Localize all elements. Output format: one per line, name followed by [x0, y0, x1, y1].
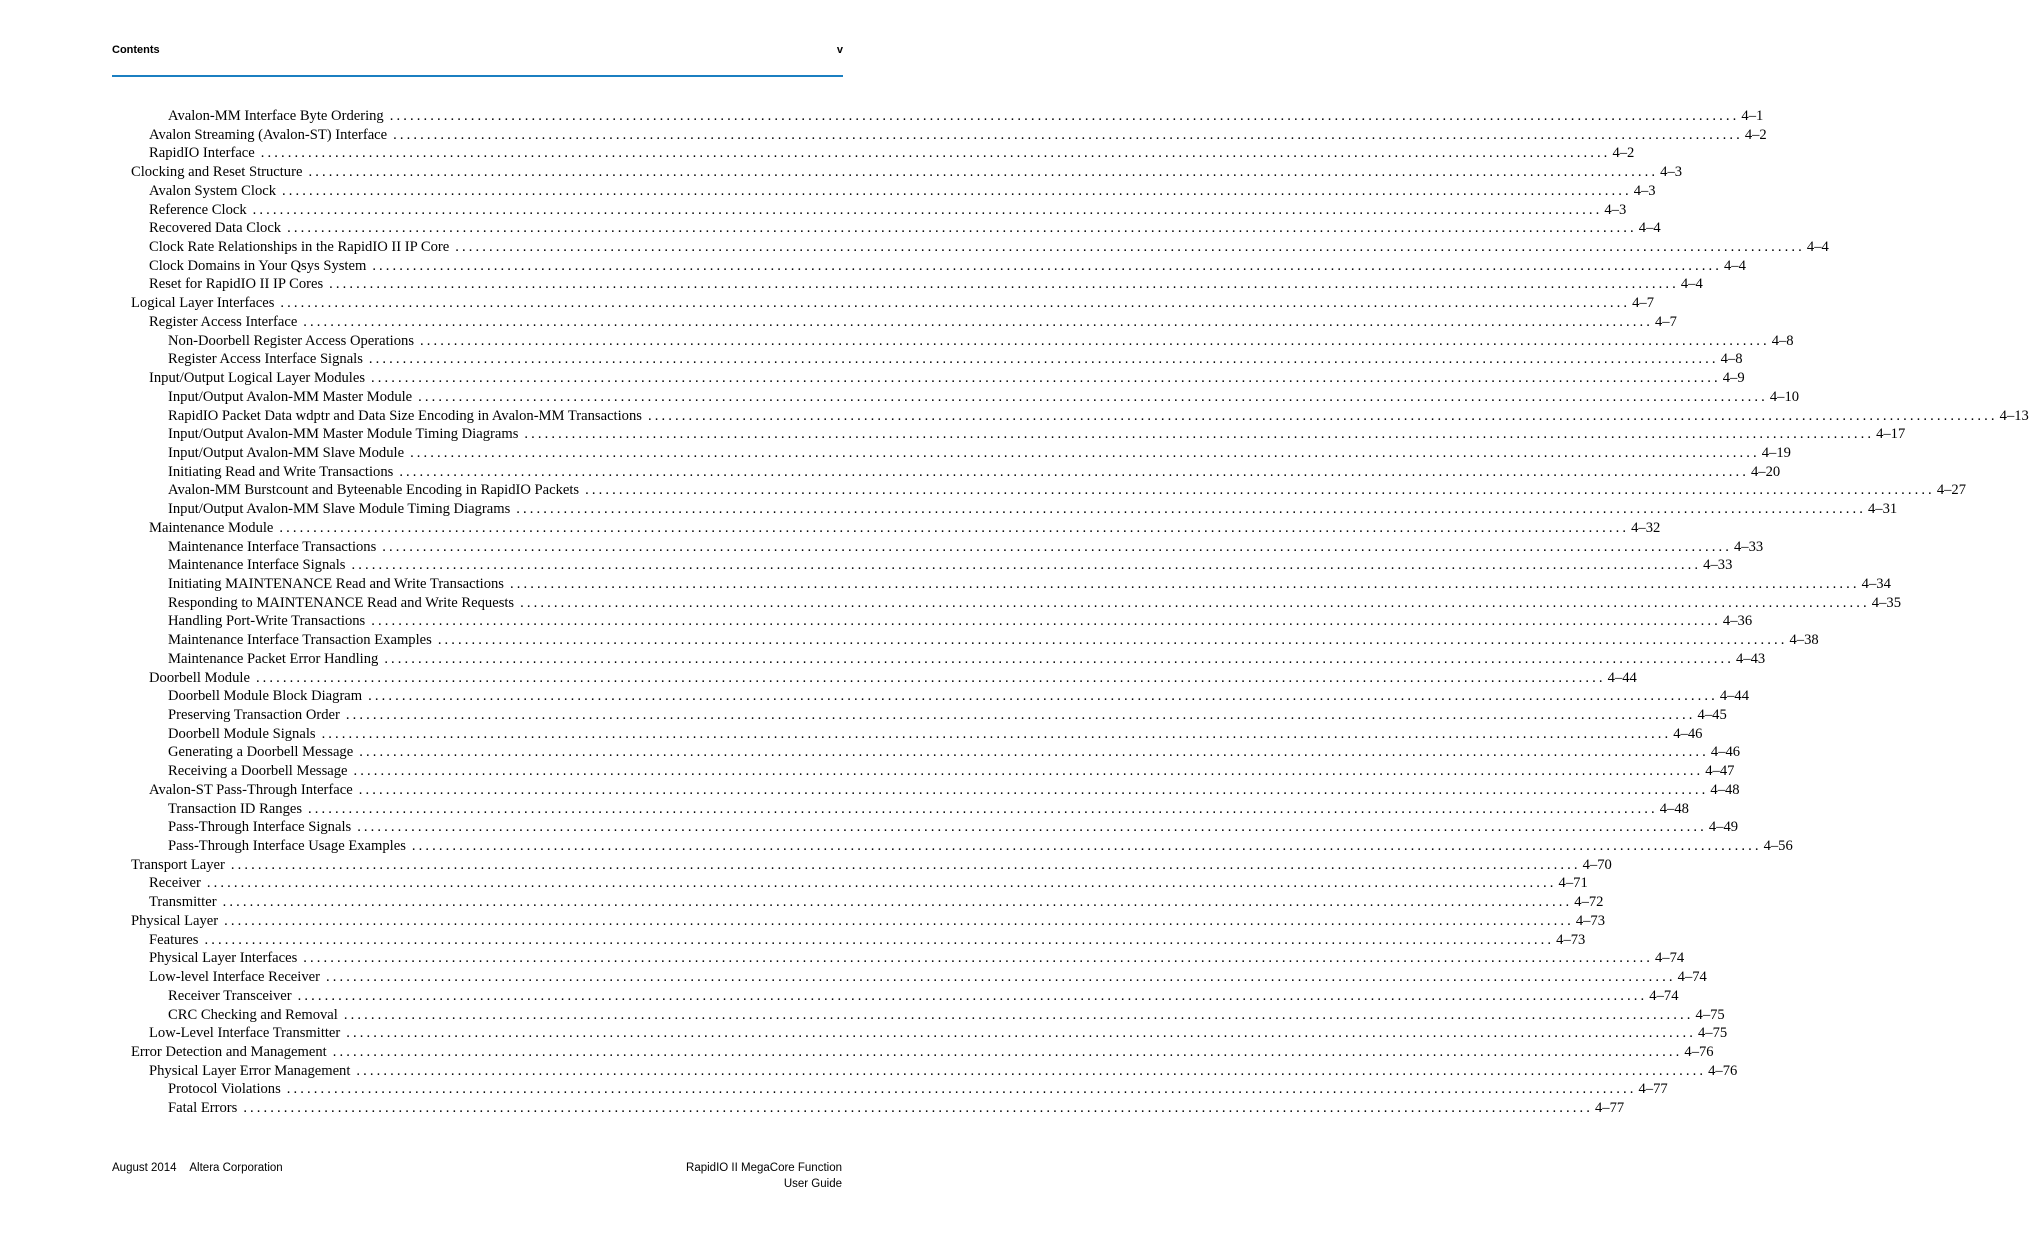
toc-entry-page: 4–7	[1654, 313, 1677, 330]
toc-dot-leader: ........................................................................................................................................................................................................	[437, 632, 1788, 649]
toc-dot-leader: ........................................................................................................................................................................................................	[357, 819, 1707, 836]
toc-entry[interactable]	[112, 669, 1637, 688]
toc-entry-title: Logical Layer Interfaces	[131, 294, 280, 313]
toc-entry-page: 4–75	[1695, 1006, 1725, 1023]
footer-product: RapidIO II MegaCore Function	[686, 1162, 842, 1174]
toc-entry-page: 4–3	[1660, 164, 1683, 181]
toc-entry-page: 4–75	[1697, 1025, 1728, 1042]
toc-entry[interactable]	[112, 350, 1743, 369]
toc-entry-page: 4–74	[1649, 987, 1679, 1004]
toc-entry-title: Input/Output Avalon-MM Slave Module	[168, 444, 410, 463]
toc-entry-title: Input/Output Avalon-MM Master Module Timing Diagrams	[168, 425, 524, 444]
toc-entry-title: Maintenance Interface Transaction Examples	[168, 631, 438, 650]
toc-entry-page: 4–4	[1638, 220, 1661, 237]
table-of-contents	[112, 107, 2029, 1118]
toc-entry-page: 4–7	[1632, 295, 1654, 312]
toc-entry-page: 4–77	[1595, 1100, 1625, 1117]
toc-dot-leader: ........................................................................................................................................................................................................	[222, 894, 1573, 911]
toc-entry-title: Features	[149, 931, 204, 950]
toc-entry-title: Handling Port-Write Transactions	[168, 612, 371, 631]
toc-dot-leader: ........................................................................................................................................................................................................	[332, 1043, 1683, 1060]
toc-entry-title: Clocking and Reset Structure	[131, 163, 308, 182]
toc-dot-leader: ........................................................................................................................................................................................................	[368, 351, 1719, 368]
toc-entry-page: 4–13	[1999, 407, 2029, 424]
toc-entry-title: CRC Checking and Removal	[168, 1006, 344, 1025]
toc-entry[interactable]	[112, 818, 1739, 837]
toc-entry-page: 4–74	[1654, 950, 1685, 967]
toc-entry[interactable]	[112, 949, 1685, 968]
toc-entry-title: Clock Domains in Your Qsys System	[149, 257, 372, 276]
toc-entry-title: Non-Doorbell Register Access Operations	[168, 332, 420, 351]
toc-entry[interactable]	[112, 107, 1764, 126]
toc-entry-title: Initiating Read and Write Transactions	[168, 463, 399, 482]
toc-dot-leader: ........................................................................................................................................................................................................	[509, 575, 1860, 592]
toc-entry[interactable]	[112, 893, 1604, 912]
toc-dot-leader: ........................................................................................................................................................................................................	[204, 931, 1555, 948]
toc-dot-leader: ........................................................................................................................................................................................................	[280, 295, 1631, 312]
toc-entry-title: Reference Clock	[149, 201, 253, 220]
toc-dot-leader: ........................................................................................................................................................................................................	[371, 370, 1721, 387]
toc-entry-page: 4–43	[1736, 650, 1766, 667]
toc-entry[interactable]	[112, 931, 1586, 950]
toc-dot-leader: ........................................................................................................................................................................................................	[384, 650, 1734, 667]
toc-entry[interactable]	[112, 332, 1794, 351]
toc-entry-title: Reset for RapidIO II IP Cores	[149, 275, 329, 294]
toc-entry-page: 4–8	[1720, 351, 1743, 368]
toc-dot-leader: ........................................................................................................................................................................................................	[524, 426, 1875, 443]
toc-entry-page: 4–9	[1722, 370, 1745, 387]
toc-entry[interactable]	[112, 313, 1677, 332]
toc-entry-page: 4–76	[1684, 1043, 1714, 1060]
toc-dot-leader: ........................................................................................................................................................................................................	[252, 201, 1603, 218]
toc-dot-leader: ........................................................................................................................................................................................................	[520, 594, 1870, 611]
toc-dot-leader: ........................................................................................................................................................................................................	[516, 501, 1866, 518]
toc-entry-title: Pass-Through Interface Usage Examples	[168, 837, 412, 856]
toc-entry-page: 4–48	[1659, 800, 1689, 817]
header-page-number: v	[836, 44, 843, 56]
toc-entry-title: Physical Layer	[131, 912, 224, 931]
toc-entry-page: 4–31	[1867, 501, 1898, 518]
toc-entry[interactable]	[112, 856, 1612, 875]
toc-entry-page: 4–10	[1769, 388, 1800, 405]
toc-entry-page: 4–74	[1677, 969, 1707, 986]
toc-dot-leader: ........................................................................................................................................................................................................	[303, 950, 1653, 967]
footer-date: August 2014	[112, 1162, 177, 1174]
toc-dot-leader: ........................................................................................................................................................................................................	[224, 912, 1574, 929]
toc-entry-page: 4–38	[1789, 632, 1819, 649]
toc-dot-leader: ........................................................................................................................................................................................................	[371, 613, 1721, 630]
toc-dot-leader: ........................................................................................................................................................................................................	[420, 332, 1770, 349]
toc-entry-title: Physical Layer Error Management	[149, 1062, 356, 1081]
toc-entry-page: 4–1	[1741, 108, 1764, 124]
toc-entry-page: 4–71	[1558, 875, 1588, 892]
page-header	[112, 44, 843, 78]
toc-entry-title: Physical Layer Interfaces	[149, 949, 303, 968]
toc-entry-page: 4–72	[1574, 894, 1604, 911]
toc-entry-title: Transport Layer	[131, 856, 231, 875]
toc-dot-leader: ........................................................................................................................................................................................................	[389, 108, 1740, 124]
toc-entry-title: RapidIO Packet Data wdptr and Data Size Encoding in Avalon-MM Transactions	[168, 407, 648, 426]
toc-entry-title: Receiver	[149, 874, 207, 893]
toc-entry[interactable]	[112, 781, 1740, 800]
toc-entry-title: Low-level Interface Receiver	[149, 968, 326, 987]
toc-entry-page: 4–20	[1751, 463, 1781, 480]
toc-entry-title: Maintenance Packet Error Handling	[168, 650, 384, 669]
toc-dot-leader: ........................................................................................................................................................................................................	[308, 164, 1659, 181]
toc-entry-title: RapidIO Interface	[149, 144, 261, 163]
toc-dot-leader: ........................................................................................................................................................................................................	[410, 444, 1760, 461]
toc-entry-title: Error Detection and Management	[131, 1043, 333, 1062]
toc-dot-leader: ........................................................................................................................................................................................................	[368, 688, 1718, 705]
toc-entry[interactable]	[112, 294, 1654, 313]
toc-entry[interactable]	[112, 706, 1727, 725]
toc-entry[interactable]	[112, 481, 1966, 500]
toc-dot-leader: ........................................................................................................................................................................................................	[399, 463, 1749, 480]
toc-entry-page: 4–32	[1631, 519, 1661, 536]
toc-entry[interactable]	[112, 743, 1741, 762]
toc-entry[interactable]	[112, 725, 1703, 744]
toc-entry-page: 4–44	[1607, 669, 1637, 686]
toc-dot-leader: ........................................................................................................................................................................................................	[308, 800, 1658, 817]
toc-entry[interactable]	[112, 575, 1891, 594]
toc-dot-leader: ........................................................................................................................................................................................................	[321, 725, 1672, 742]
toc-entry[interactable]	[112, 687, 1750, 706]
toc-entry[interactable]	[112, 182, 1656, 201]
toc-entry-page: 4–19	[1761, 444, 1791, 461]
toc-dot-leader: ........................................................................................................................................................................................................	[356, 1062, 1707, 1079]
toc-dot-leader: ........................................................................................................................................................................................................	[243, 1100, 1593, 1117]
toc-entry-page: 4–46	[1710, 744, 1741, 761]
toc-entry[interactable]	[112, 1099, 1625, 1118]
footer-left	[112, 1160, 283, 1176]
toc-entry-page: 4–56	[1763, 838, 1793, 855]
toc-entry[interactable]	[112, 444, 1791, 463]
toc-entry-title: Protocol Violations	[168, 1080, 287, 1099]
toc-entry-title: Doorbell Module Block Diagram	[168, 687, 368, 706]
toc-entry-title: Low-Level Interface Transmitter	[149, 1024, 346, 1043]
toc-entry[interactable]	[112, 201, 1627, 220]
toc-entry[interactable]	[112, 163, 1683, 182]
header-section-title: Contents	[112, 44, 160, 56]
footer-right	[686, 1160, 842, 1192]
toc-entry-title: Generating a Doorbell Message	[168, 743, 359, 762]
toc-dot-leader: ........................................................................................................................................................................................................	[279, 519, 1630, 536]
toc-entry-title: Input/Output Avalon-MM Master Module	[168, 388, 418, 407]
toc-entry[interactable]	[112, 369, 1745, 388]
toc-entry-page: 4–8	[1771, 332, 1794, 349]
toc-dot-leader: ........................................................................................................................................................................................................	[287, 220, 1637, 237]
toc-entry-page: 4–4	[1680, 276, 1703, 293]
toc-entry-title: Avalon-MM Burstcount and Byteenable Encoding in RapidIO Packets	[168, 481, 585, 500]
toc-entry[interactable]	[112, 1062, 1738, 1081]
toc-dot-leader: ........................................................................................................................................................................................................	[329, 276, 1679, 293]
toc-entry-page: 4–77	[1638, 1081, 1668, 1098]
toc-dot-leader: ........................................................................................................................................................................................................	[282, 182, 1632, 199]
toc-entry-title: Input/Output Avalon-MM Slave Module Timing Diagrams	[168, 500, 516, 519]
toc-entry-page: 4–3	[1633, 182, 1656, 199]
toc-entry[interactable]	[112, 257, 1746, 276]
toc-entry-title: Maintenance Module	[149, 519, 279, 538]
toc-entry-page: 4–49	[1708, 819, 1739, 836]
toc-dot-leader: ........................................................................................................................................................................................................	[255, 669, 1606, 686]
toc-dot-leader: ........................................................................................................................................................................................................	[418, 388, 1768, 405]
toc-entry[interactable]	[112, 594, 1901, 613]
toc-dot-leader: ........................................................................................................................................................................................................	[230, 856, 1581, 873]
toc-entry-title: Register Access Interface	[149, 313, 303, 332]
toc-entry-title: Responding to MAINTENANCE Read and Write Requests	[168, 594, 520, 613]
toc-dot-leader: ........................................................................................................................................................................................................	[343, 1006, 1694, 1023]
toc-entry-title: Avalon-ST Pass-Through Interface	[149, 781, 359, 800]
toc-entry[interactable]	[112, 219, 1661, 238]
toc-entry-title: Avalon Streaming (Avalon-ST) Interface	[149, 126, 393, 145]
toc-entry-title: Recovered Data Clock	[149, 219, 287, 238]
toc-entry[interactable]	[112, 1080, 1668, 1099]
toc-entry-page: 4–70	[1582, 856, 1612, 873]
toc-dot-leader: ........................................................................................................................................................................................................	[260, 145, 1611, 162]
toc-dot-leader: ........................................................................................................................................................................................................	[358, 781, 1709, 798]
toc-dot-leader: ........................................................................................................................................................................................................	[286, 1081, 1637, 1098]
toc-entry[interactable]	[112, 238, 1829, 257]
toc-entry-title: Receiving a Doorbell Message	[168, 762, 354, 781]
toc-entry-page: 4–2	[1612, 145, 1635, 162]
toc-entry[interactable]	[112, 1006, 1725, 1025]
toc-entry-page: 4–34	[1861, 575, 1891, 592]
toc-entry-title: Receiver Transceiver	[168, 987, 298, 1006]
toc-entry-page: 4–47	[1705, 763, 1735, 780]
toc-dot-leader: ........................................................................................................................................................................................................	[647, 407, 1998, 424]
toc-entry-title: Initiating MAINTENANCE Read and Write Transactions	[168, 575, 510, 594]
toc-entry-page: 4–48	[1710, 781, 1740, 798]
toc-dot-leader: ........................................................................................................................................................................................................	[359, 744, 1709, 761]
toc-entry-title: Maintenance Interface Transactions	[168, 538, 382, 557]
toc-entry-page: 4–33	[1703, 557, 1733, 574]
toc-entry[interactable]	[112, 519, 1661, 538]
toc-entry[interactable]	[112, 912, 1606, 931]
toc-entry-title: Clock Rate Relationships in the RapidIO II IP Core	[149, 238, 455, 257]
toc-entry-title: Preserving Transaction Order	[168, 706, 346, 725]
toc-entry[interactable]	[112, 800, 1689, 819]
toc-entry[interactable]	[112, 407, 2029, 426]
footer-doc-type: User Guide	[783, 1178, 842, 1190]
header-rule	[112, 75, 843, 77]
toc-entry[interactable]	[112, 837, 1793, 856]
toc-entry[interactable]	[112, 987, 1679, 1006]
toc-dot-leader: ........................................................................................................................................................................................................	[585, 482, 1935, 499]
toc-entry-page: 4–46	[1673, 725, 1703, 742]
toc-entry[interactable]	[112, 631, 1819, 650]
toc-entry-page: 4–44	[1719, 688, 1750, 705]
toc-entry[interactable]	[112, 1024, 1728, 1043]
toc-entry-title: Maintenance Interface Signals	[168, 556, 351, 575]
toc-entry-page: 4–4	[1806, 239, 1829, 256]
toc-dot-leader: ........................................................................................................................................................................................................	[351, 557, 1702, 574]
toc-dot-leader: ........................................................................................................................................................................................................	[206, 875, 1557, 892]
toc-entry[interactable]	[112, 556, 1733, 575]
toc-entry-page: 4–17	[1876, 426, 1906, 443]
footer-company: Altera Corporation	[189, 1162, 283, 1174]
toc-entry[interactable]	[112, 500, 1898, 519]
toc-entry-title: Transaction ID Ranges	[168, 800, 308, 819]
toc-entry-title: Register Access Interface Signals	[168, 350, 369, 369]
toc-entry[interactable]	[112, 762, 1735, 781]
toc-dot-leader: ........................................................................................................................................................................................................	[325, 969, 1676, 986]
toc-entry[interactable]	[112, 538, 1764, 557]
toc-entry[interactable]	[112, 612, 1753, 631]
toc-entry-page: 4–73	[1556, 931, 1586, 948]
toc-entry-page: 4–36	[1722, 613, 1753, 630]
toc-entry[interactable]	[112, 425, 1906, 444]
toc-entry-title: Transmitter	[149, 893, 223, 912]
toc-entry[interactable]	[112, 650, 1766, 669]
toc-entry-page: 4–76	[1708, 1062, 1738, 1079]
toc-entry-page: 4–35	[1871, 594, 1901, 611]
toc-entry-title: Fatal Errors	[168, 1099, 243, 1118]
toc-dot-leader: ........................................................................................................................................................................................................	[372, 257, 1722, 274]
toc-entry[interactable]	[112, 144, 1635, 163]
toc-entry-page: 4–4	[1724, 257, 1746, 274]
toc-dot-leader: ........................................................................................................................................................................................................	[393, 126, 1743, 143]
toc-entry[interactable]	[112, 126, 1767, 145]
toc-dot-leader: ........................................................................................................................................................................................................	[297, 987, 1648, 1004]
toc-entry-title: Input/Output Logical Layer Modules	[149, 369, 371, 388]
toc-dot-leader: ........................................................................................................................................................................................................	[411, 838, 1762, 855]
toc-entry-page: 4–2	[1744, 126, 1767, 143]
toc-entry-page: 4–33	[1733, 538, 1764, 555]
toc-entry-title: Avalon-MM Interface Byte Ordering	[168, 107, 390, 126]
toc-entry[interactable]	[112, 275, 1703, 294]
toc-entry-page: 4–73	[1575, 912, 1606, 929]
toc-entry[interactable]	[112, 463, 1781, 482]
toc-entry-title: Pass-Through Interface Signals	[168, 818, 357, 837]
toc-entry[interactable]	[112, 874, 1588, 893]
toc-entry-page: 4–45	[1697, 707, 1727, 723]
toc-dot-leader: ........................................................................................................................................................................................................	[345, 707, 1696, 723]
toc-entry[interactable]	[112, 388, 1800, 407]
toc-dot-leader: ........................................................................................................................................................................................................	[303, 313, 1653, 330]
toc-entry-title: Avalon System Clock	[149, 182, 282, 201]
toc-entry-title: Doorbell Module	[149, 669, 256, 688]
toc-dot-leader: ........................................................................................................................................................................................................	[346, 1025, 1696, 1042]
toc-dot-leader: ........................................................................................................................................................................................................	[455, 239, 1805, 256]
toc-entry[interactable]	[112, 968, 1707, 987]
toc-entry-page: 4–27	[1936, 482, 1966, 499]
toc-dot-leader: ........................................................................................................................................................................................................	[353, 763, 1704, 780]
toc-dot-leader: ........................................................................................................................................................................................................	[382, 538, 1732, 555]
toc-entry[interactable]	[112, 1043, 1714, 1062]
toc-entry-page: 4–3	[1604, 201, 1627, 218]
toc-entry-title: Doorbell Module Signals	[168, 725, 322, 744]
